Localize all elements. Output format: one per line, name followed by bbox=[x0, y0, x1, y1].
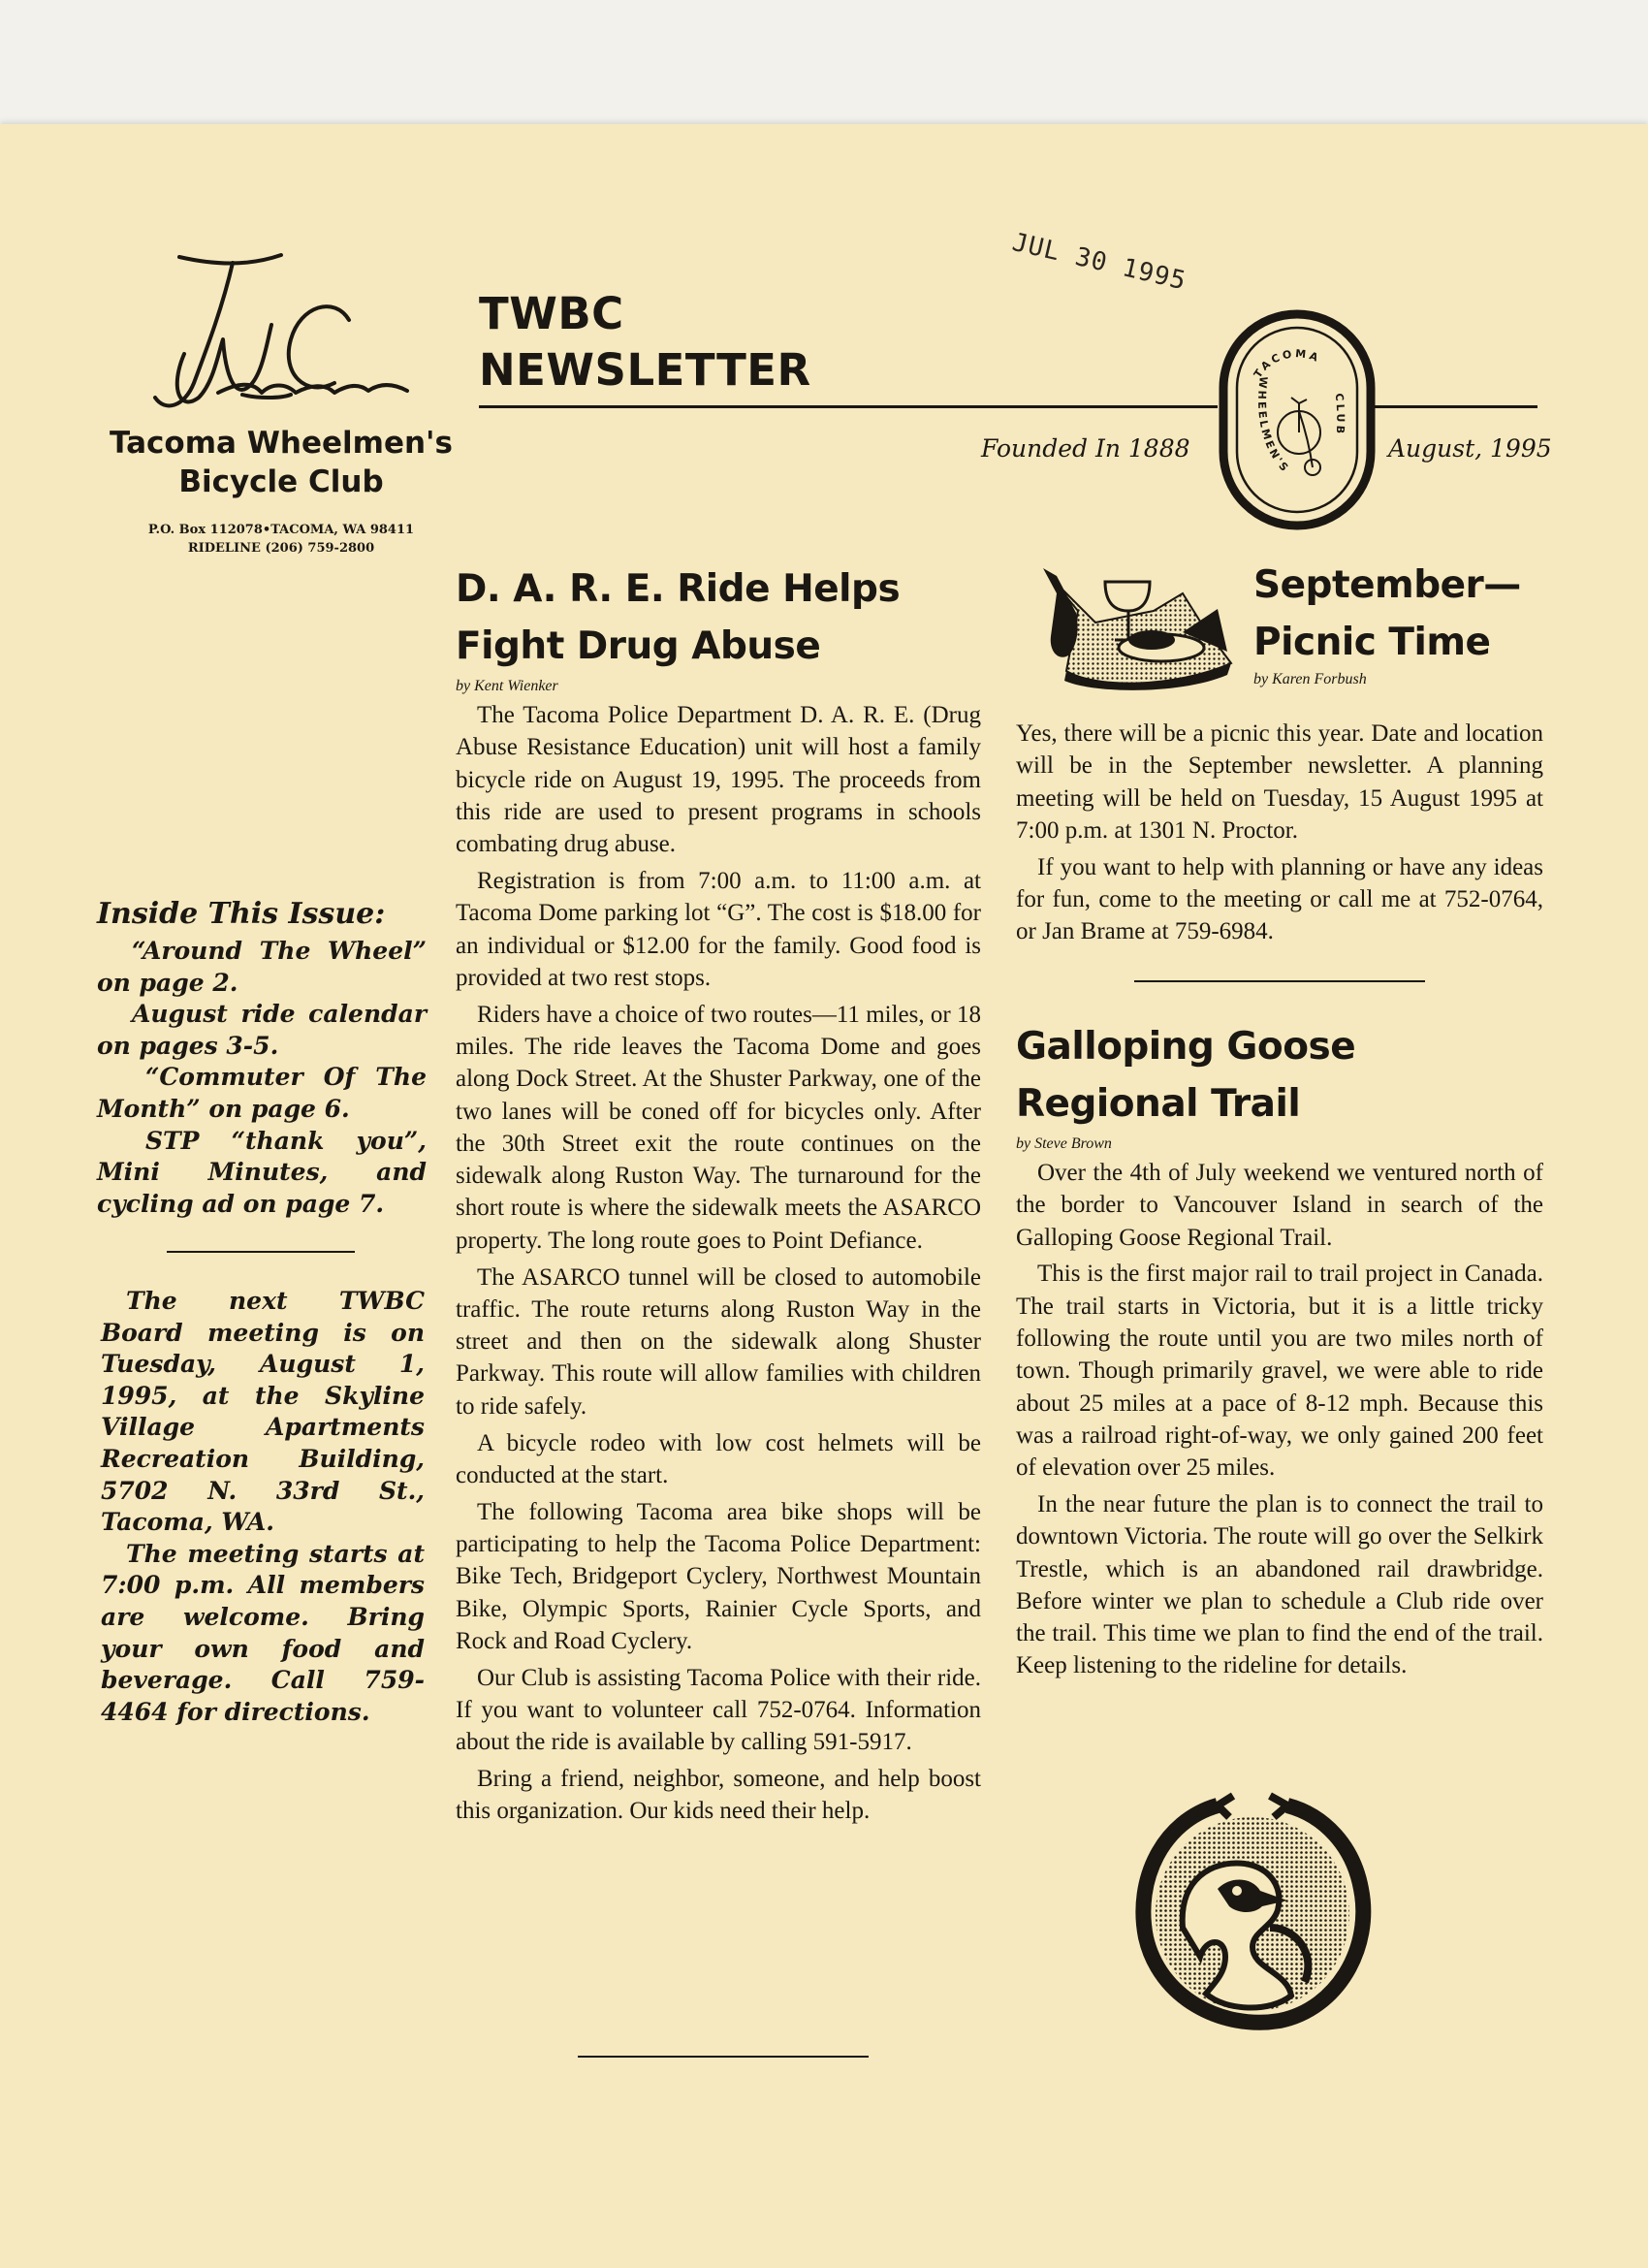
club-logo-block bbox=[107, 228, 456, 558]
goose-paragraph-3: In the near future the plan is to connect the trail to downtown Victoria. The route will go over the Selkirk Trestle, which is an abandoned rail drawbridge. Before winter we plan to schedule a Club ride over the trail. This time we plan to find the end of the trail. Keep listening to the rideline for details. bbox=[1016, 1490, 1543, 1679]
seal-text-top: TACOMA bbox=[1251, 347, 1323, 381]
goose-title-line1: Galloping Goose bbox=[1016, 1025, 1356, 1069]
issue-date: August, 1995 bbox=[1388, 434, 1552, 463]
dare-paragraph-8: Bring a friend, neighbor, someone, and help boost this organization. Our kids need their help. bbox=[456, 1766, 981, 1825]
dare-end-divider bbox=[578, 2056, 869, 2058]
picnic-paragraph-2: If you want to help with planning or have any ideas for fun, come to the meeting or call me at 752-0764, or Jan Brame at 759-6984. bbox=[1016, 853, 1543, 945]
dare-paragraph-3: Riders have a choice of two routes—11 miles, or 18 miles. The ride leaves the Tacoma Dome and goes along Dock Street. At the Shuster Parkway, one of the two lanes will be coned off for bicycles only. After the 30th Street exit the route continues on the sidewalk along Ruston Way. The turnaround for the short route is where the sidewalk meets the ASARCO property. The long route goes to Point Defiance. bbox=[456, 1001, 981, 1254]
dare-title-line1: D. A. R. E. Ride Helps bbox=[456, 567, 901, 611]
picnic-end-divider bbox=[1134, 980, 1425, 982]
newsletter-title bbox=[479, 286, 811, 399]
club-po-box: P.O. Box 112078•TACOMA, WA 98411 bbox=[147, 523, 415, 537]
dare-title-line2: Fight Drug Abuse bbox=[456, 624, 821, 668]
svg-text:TACOMA bbox=[1252, 347, 1322, 380]
inside-item-stp: STP “thank you”, Mini Minutes, and cycling ad on page 7. bbox=[97, 1126, 427, 1218]
club-name-line1: Tacoma Wheelmen's bbox=[109, 426, 454, 461]
dare-paragraph-5: A bicycle rodeo with low cost helmets will be conducted at the start. bbox=[456, 1429, 981, 1488]
picnic-paragraph-1: Yes, there will be a picnic this year. Date and location will be in the September newsletter. A planning meeting will be held on Tuesday, 15 August 1995 at 7:00 p.m. at 1301 N. Proctor. bbox=[1016, 720, 1543, 844]
seal-text-left: WHEELMEN'S bbox=[1254, 375, 1292, 476]
dare-article bbox=[456, 560, 981, 1828]
picnic-article-title bbox=[1253, 557, 1521, 671]
inside-item-around-the-wheel: “Around The Wheel” on page 2. bbox=[97, 937, 427, 997]
dare-article-title bbox=[456, 560, 981, 675]
sidebar-divider bbox=[167, 1251, 355, 1253]
inside-item-ride-calendar: August ride calendar on pages 3-5. bbox=[97, 1000, 427, 1060]
inside-this-issue-box bbox=[97, 894, 427, 1220]
founded-line: Founded In 1888 bbox=[981, 434, 1190, 463]
goose-byline: by Steve Brown bbox=[1016, 1135, 1112, 1152]
club-name-line2: Bicycle Club bbox=[178, 464, 384, 499]
picnic-title-line1: September— bbox=[1253, 563, 1521, 607]
inside-this-issue-heading: Inside This Issue: bbox=[97, 897, 386, 931]
received-date-stamp: JUL 30 1995 bbox=[1009, 228, 1189, 297]
goose-article bbox=[1016, 1018, 1543, 1682]
club-rideline: RIDELINE (206) 759-2800 bbox=[187, 541, 375, 556]
board-meeting-paragraph: The next TWBC Board meeting is on Tuesday, August 1, 1995, at the Skyline Village Apartments Recreation Building, 5702 N. 33rd St., Tacoma, WA. bbox=[101, 1287, 425, 1537]
dare-paragraph-2: Registration is from 7:00 a.m. to 11:00 a.m. at Tacoma Dome parking lot “G”. The cost is $18.00 for an individual or $12.00 for the family. Good food is provided at two rest stops. bbox=[456, 867, 981, 991]
seal-text-right: CLUB bbox=[1332, 392, 1347, 437]
club-name bbox=[107, 424, 456, 501]
goose-title-line2: Regional Trail bbox=[1016, 1082, 1301, 1126]
picnic-article bbox=[1016, 718, 1543, 948]
inside-item-commuter: “Commuter Of The Month” on page 6. bbox=[97, 1063, 427, 1123]
svg-text:WHEELMEN'S bbox=[1255, 376, 1292, 476]
club-address bbox=[107, 521, 456, 558]
masthead-rule-left bbox=[479, 405, 1218, 408]
picnic-title-line2: Picnic Time bbox=[1253, 621, 1491, 664]
dare-paragraph-4: The ASARCO tunnel will be closed to automobile traffic. The route returns along Ruston Way in the street and then on the sidewalk along Shuster Parkway. This route will allow families with children to ride safely. bbox=[456, 1263, 981, 1420]
newsletter-title-line1: TWBC bbox=[479, 288, 624, 339]
masthead-rule-right bbox=[1375, 405, 1537, 408]
goose-paragraph-1: Over the 4th of July weekend we ventured north of the border to Vancouver Island in search of the Galloping Goose Regional Trail. bbox=[1016, 1160, 1543, 1251]
dare-paragraph-7: Our Club is assisting Tacoma Police with their ride. If you want to volunteer call 752-0764. Information about the ride is available by calling 591-5917. bbox=[456, 1664, 981, 1756]
goose-emblem-icon bbox=[1125, 1782, 1377, 2034]
dare-paragraph-1: The Tacoma Police Department D. A. R. E. (Drug Abuse Resistance Education) unit will host a family bicycle ride on August 19, 1995. The proceeds from this ride are used to present programs in schools combating drug abuse. bbox=[456, 702, 981, 858]
goose-paragraph-2: This is the first major rail to trail project in Canada. The trail starts in Victoria, but it is a little tricky following the route until you are two miles north of town. Though primarily gravel, we were able to ride about 25 miles at a pace of 8-12 mph. Because this was a railroad right-of-way, we only gained 200 feet of elevation over 25 miles. bbox=[1016, 1261, 1543, 1482]
picnic-byline: by Karen Forbush bbox=[1253, 671, 1367, 687]
board-meeting-notice bbox=[101, 1286, 425, 1728]
board-meeting-details: The meeting starts at 7:00 p.m. All members are welcome. Bring your own food and beverage. Call 759-4464 for directions. bbox=[101, 1539, 425, 1726]
club-seal-emblem bbox=[1218, 308, 1377, 531]
dare-paragraph-6: The following Tacoma area bike shops will be participating to help the Tacoma Police Department: Bike Tech, Bridgeport Cyclery, Northwest Mountain Bike, Olympic Sports, Rainier Cycle Sports, and Rock and Road Cyclery. bbox=[456, 1498, 981, 1654]
picnic-basket-illustration bbox=[1037, 555, 1249, 694]
goose-article-title bbox=[1016, 1018, 1543, 1133]
svg-text:CLUB bbox=[1333, 393, 1347, 437]
club-signature-logo bbox=[126, 228, 436, 422]
newsletter-title-line2: NEWSLETTER bbox=[479, 344, 811, 396]
dare-byline: by Kent Wienker bbox=[456, 678, 558, 694]
